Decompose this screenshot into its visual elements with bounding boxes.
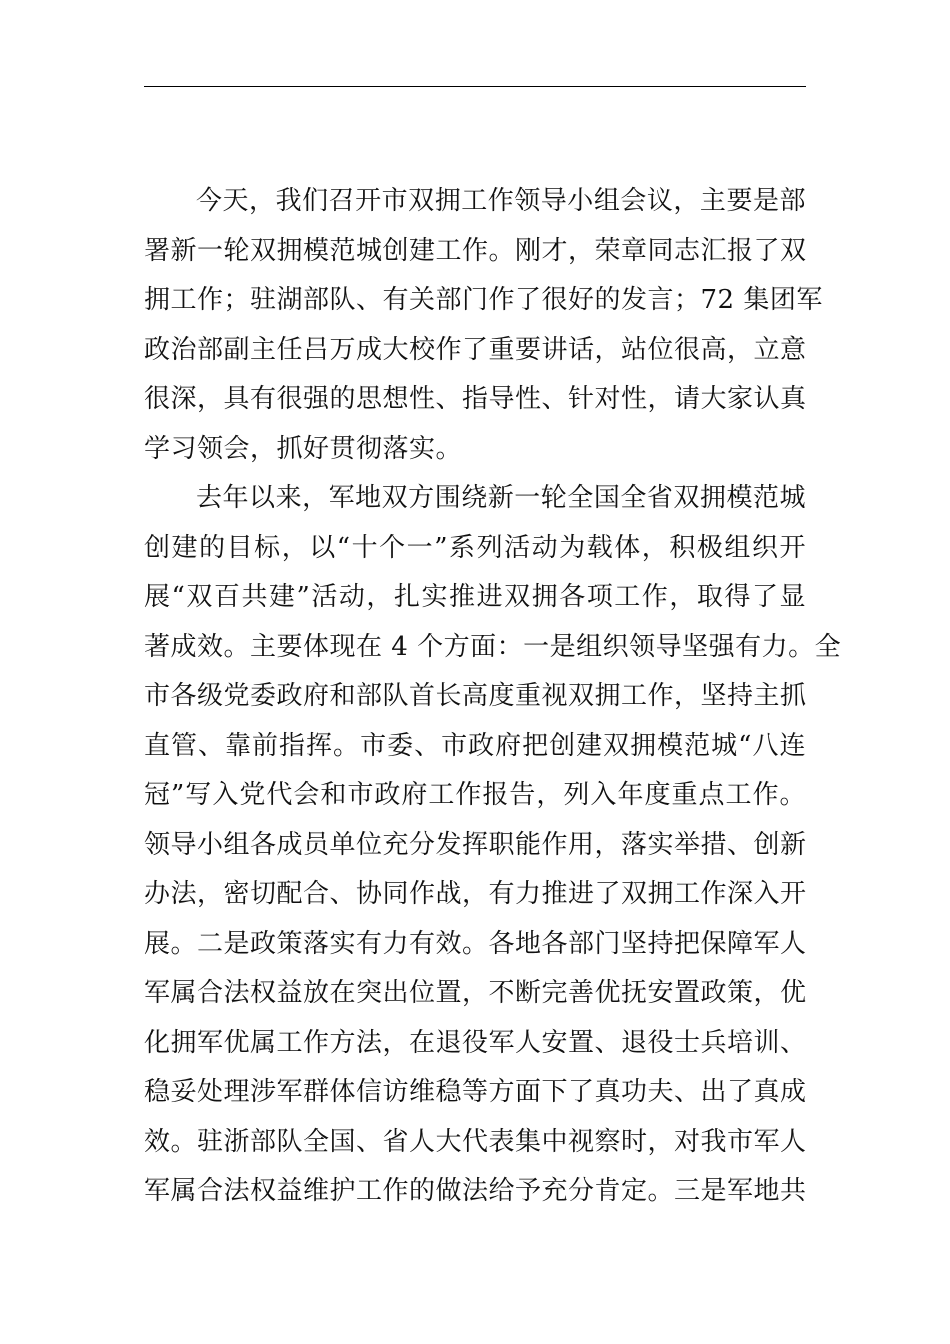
text-line: 署新一轮双拥模范城创建工作。刚才，荣章同志汇报了双 — [144, 235, 807, 266]
paragraph-1 — [144, 177, 823, 474]
paragraph-2 — [144, 474, 842, 1217]
text-line: 军属合法权益维护工作的做法给予充分肯定。三是军地共 — [144, 1176, 807, 1206]
text-line: 政治部副主任吕万成大校作了重要讲话，站位很高，立意 — [144, 334, 807, 365]
text-line: 创建的目标，以“十个一”系列活动为载体，积极组织开 — [144, 532, 806, 563]
text-line: 稳妥处理涉军群体信访维稳等方面下了真功夫、出了真成 — [144, 1077, 807, 1107]
text-line: 办法，密切配合、协同作战，有力推进了双拥工作深入开 — [144, 879, 807, 909]
text-line: 去年以来，军地双方围绕新一轮全国全省双拥模范城 — [196, 483, 806, 513]
text-line: 领导小组各成员单位充分发挥职能作用，落实举措、创新 — [144, 829, 807, 860]
text-line: 展“双百共建”活动，扎实推进双拥各项工作，取得了显 — [144, 582, 806, 612]
text-line: 很深，具有很强的思想性、指导性、针对性，请大家认真 — [144, 384, 807, 414]
text-line: 直管、靠前指挥。市委、市政府把创建双拥模范城“八连 — [144, 730, 806, 761]
text-line: 拥工作；驻湖部队、有关部门作了很好的发言；72 集团军 — [144, 285, 823, 315]
text-line: 冠”写入党代会和市政府工作报告，列入年度重点工作。 — [144, 780, 806, 810]
text-line: 军属合法权益放在突出位置，不断完善优抚安置政策，优 — [144, 978, 807, 1008]
text-line: 市各级党委政府和部队首长高度重视双拥工作，坚持主抓 — [144, 681, 807, 711]
text-line: 学习领会，抓好贯彻落实。 — [144, 433, 463, 464]
header-rule — [144, 86, 806, 87]
text-line: 效。驻浙部队全国、省人大代表集中视察时，对我市军人 — [144, 1126, 807, 1157]
text-line: 著成效。主要体现在 4 个方面：一是组织领导坚强有力。全 — [144, 631, 842, 662]
text-line: 今天，我们召开市双拥工作领导小组会议，主要是部 — [196, 186, 806, 216]
document-body — [144, 177, 842, 1217]
text-line: 化拥军优属工作方法，在退役军人安置、退役士兵培训、 — [144, 1027, 807, 1058]
text-line: 展。二是政策落实有力有效。各地各部门坚持把保障军人 — [144, 928, 807, 959]
